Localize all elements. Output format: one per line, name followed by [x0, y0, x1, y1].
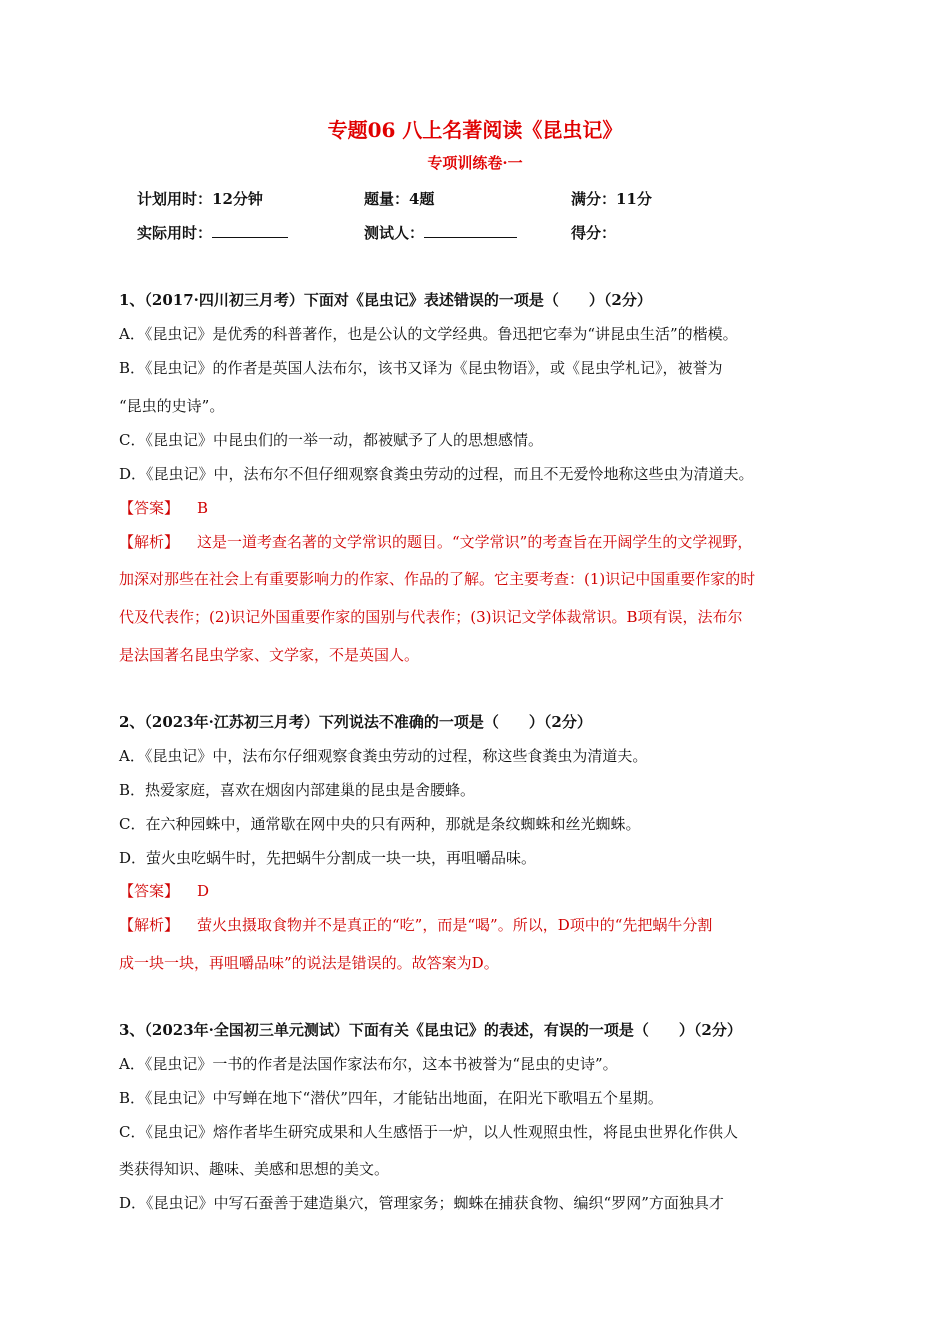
page-title: 专题06 八上名著阅读《昆虫记》: [327, 118, 623, 142]
question-1-option-c: C．《昆虫记》中昆虫们的一举一动，都被赋予了人的思想感情。: [119, 431, 543, 449]
question-1-analysis-line-2: 加深对那些在社会上有重要影响力的作家、作品的了解。它主要考查：(1)识记中国重要作家的时: [119, 570, 756, 588]
question-1-analysis-line-3: 代及代表作；(2)识记外国重要作家的国别与代表作；(3)识记文学体裁常识。B项有误，法布尔: [119, 608, 743, 626]
answer-tag: 【答案】: [119, 882, 180, 900]
question-3-option-a: A．《昆虫记》一书的作者是法国作家法布尔，这本书被誉为“昆虫的史诗”。: [119, 1055, 618, 1073]
question-1-option-d: D．《昆虫记》中，法布尔不但仔细观察食粪虫劳动的过程，而且不无爱怜地称这些虫为清道夫。: [119, 465, 754, 483]
question-1-option-b: B．《昆虫记》的作者是英国人法布尔，该书又译为《昆虫物语》，或《昆虫学札记》，被誉为: [119, 359, 723, 377]
question-1-option-b-cont: “昆虫的史诗”。: [119, 397, 225, 415]
analysis-tag: 【解析】: [119, 533, 180, 551]
answer-value: D: [197, 882, 210, 900]
question-1-stem: 1、（2017·四川初三月考）下面对《昆虫记》表述错误的一项是（ ）（2分）: [119, 291, 652, 309]
actual-time-blank: [212, 223, 288, 238]
question-2-option-a: A．《昆虫记》中，法布尔仔细观察食粪虫劳动的过程，称这些食粪虫为清道夫。: [119, 747, 648, 765]
question-3-option-b: B．《昆虫记》中写蝉在地下“潜伏”四年，才能钻出地面，在阳光下歌唱五个星期。: [119, 1089, 663, 1107]
question-count: 题量：4题: [364, 190, 435, 208]
question-2-option-d: D．萤火虫吃蜗牛时，先把蜗牛分割成一块一块，再咀嚼品味。: [119, 849, 537, 867]
question-1-option-a: A．《昆虫记》是优秀的科普著作，也是公认的文学经典。鲁迅把它奉为“讲昆虫生活”的楷模。: [119, 325, 738, 343]
question-2-option-b: B．热爱家庭，喜欢在烟囱内部建巢的昆虫是舍腰蜂。: [119, 781, 476, 799]
question-2-stem: 2、（2023年·江苏初三月考）下列说法不准确的一项是（ ）（2分）: [119, 713, 592, 731]
question-2-option-c: C．在六种园蛛中，通常歇在网中央的只有两种，那就是条纹蜘蛛和丝光蜘蛛。: [119, 815, 641, 833]
question-2-analysis-line-1: 【解析】 萤火虫摄取食物并不是真正的“吃”，而是“喝”。所以，D项中的“先把蜗牛分割: [119, 916, 713, 934]
tester-row: [364, 222, 517, 243]
tester-label: 测试人：: [364, 224, 425, 242]
question-2-answer: [119, 880, 839, 901]
answer-tag: 【答案】: [119, 499, 180, 517]
question-1-analysis-line-4: 是法国著名昆虫学家、文学家，不是英国人。: [119, 646, 420, 664]
question-1-analysis-line-1: 【解析】 这是一道考查名著的文学常识的题目。“文学常识”的考查旨在开阔学生的文学视野，: [119, 533, 753, 551]
question-2-analysis-line-2: 成一块一块，再咀嚼品味”的说法是错误的。故答案为D。: [119, 954, 499, 972]
actual-time-label: 实际用时：: [137, 224, 213, 242]
score-label: 得分：: [571, 224, 617, 242]
answer-value: B: [197, 499, 209, 517]
question-3-option-d: D．《昆虫记》中写石蚕善于建造巢穴，管理家务；蜘蛛在捕获食物、编织“罗网”方面独具才: [119, 1194, 724, 1212]
question-3-option-c: C．《昆虫记》熔作者毕生研究成果和人生感悟于一炉，以人性观照虫性，将昆虫世界化作供人: [119, 1123, 738, 1141]
question-3-option-c-cont: 类获得知识、趣味、美感和思想的美文。: [119, 1160, 390, 1178]
full-score: 满分：11分: [571, 190, 652, 208]
question-1-answer: [119, 497, 839, 518]
actual-time-row: [137, 222, 288, 243]
tester-blank: [424, 223, 517, 238]
question-3-stem: 3、（2023年·全国初三单元测试）下面有关《昆虫记》的表述，有误的一项是（ ）（2分）: [119, 1021, 742, 1039]
analysis-tag: 【解析】: [119, 916, 180, 934]
page-subtitle: 专项训练卷·一: [427, 154, 523, 172]
planned-time: 计划用时：12分钟: [137, 190, 263, 208]
